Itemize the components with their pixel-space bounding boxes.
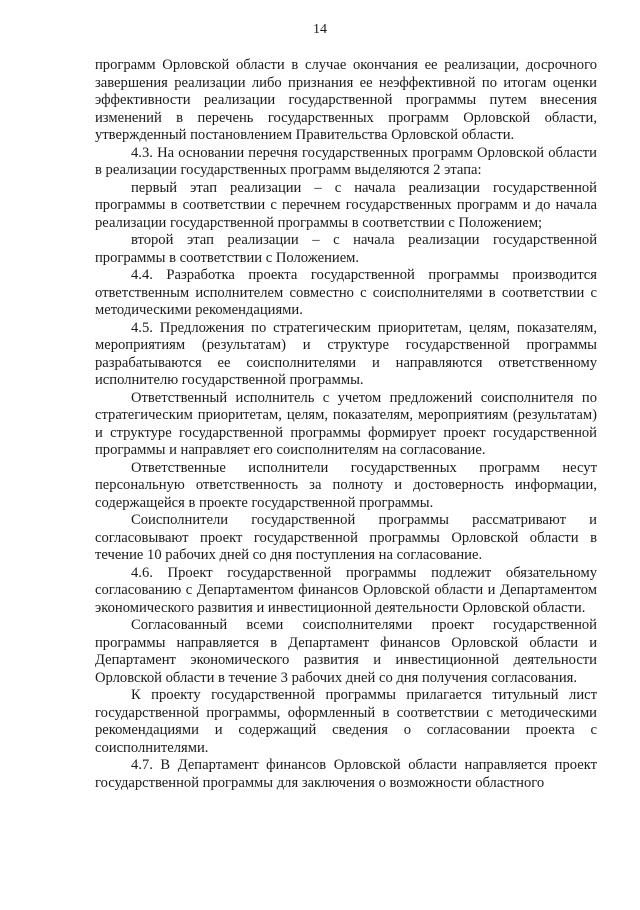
paragraph-responsible-executor: Ответственный исполнитель с учетом предложений соисполнителя по стратегическим приоритетам, целям, показателям, мероприятиям (результатам) и структуре государственной программы формирует проект государственной программы и направляет его соисполнителям на согласование. <box>95 389 597 458</box>
paragraph-4-3: 4.3. На основании перечня государственных программ Орловской области в реализации государственных программ выделяются 2 этапа: <box>95 144 597 178</box>
paragraph-4-5: 4.5. Предложения по стратегическим приоритетам, целям, показателям, мероприятиям (результатам) и структуре государственной программы разрабатываются ее соисполнителями и направляются ответственному исполнителю государственной программы. <box>95 319 597 388</box>
page-number: 14 <box>313 22 327 37</box>
paragraph-approved-project: Согласованный всеми соисполнителями проект государственной программы направляется в Департамент финансов Орловской области и Департамент экономического развития и инвестиционной деятельности Орловской области в течение 3 рабочих дней со дня получения согласования. <box>95 617 597 686</box>
document-body <box>95 57 597 792</box>
paragraph-title-sheet: К проекту государственной программы прилагается титульный лист государственной программы, оформленный в соответствии с методическими рекомендациями и содержащий сведения о согласовании проекта с соисполнителями. <box>95 687 597 756</box>
paragraph-4-7: 4.7. В Департамент финансов Орловской области направляется проект государственной программы для заключения о возможности областного <box>95 757 597 791</box>
paragraph-personal-responsibility: Ответственные исполнители государственных программ несут персональную ответственность за полноту и достоверность информации, содержащейся в проекте государственной программы. <box>95 459 597 511</box>
paragraph-4-6: 4.6. Проект государственной программы подлежит обязательному согласованию с Департаментом финансов Орловской области и Департаментом экономического развития и инвестиционной деятельности Орловской области. <box>95 564 597 616</box>
paragraph-4-4: 4.4. Разработка проекта государственной программы производится ответственным исполнителем совместно с соисполнителями в соответствии с методическими рекомендациями. <box>95 267 597 318</box>
paragraph-co-executors-review: Соисполнители государственной программы рассматривают и согласовывают проект государственной программы Орловской области в течение 10 рабочих дней со дня поступления на согласование. <box>95 512 597 563</box>
paragraph-stage-one: первый этап реализации – с начала реализации государственной программы в соответствии с перечнем государственных программ и до начала реализации государственной программы в соответствии с Положением; <box>95 179 597 231</box>
paragraph-stage-two: второй этап реализации – с начала реализации государственной программы в соответствии с Положением. <box>95 232 597 266</box>
paragraph-continuation: программ Орловской области в случае окончания ее реализации, досрочного завершения реализации либо признания ее неэффективной по итогам оценки эффективности реализации государственной программы путем внесения изменений в перечень государственных программ Орловской области, утвержденный постановлением Правительства Орловской области. <box>95 57 597 143</box>
